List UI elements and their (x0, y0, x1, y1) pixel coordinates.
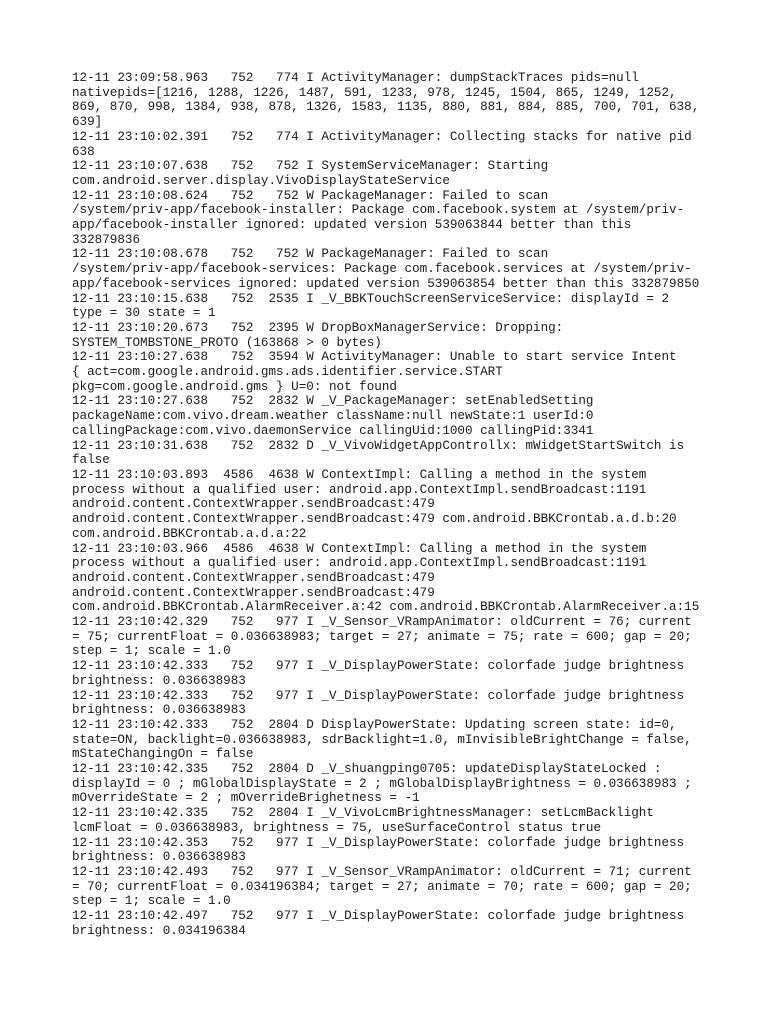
log-line: mOverrideState = 2 ; mOverrideBrighetness = -1 (72, 791, 420, 806)
log-line: com.android.BBKCrontab.AlarmReceiver.a:42 com.android.BBKCrontab.AlarmReceiver.a:15 (72, 600, 700, 615)
log-line: 12-11 23:10:15.638 752 2535 I _V_BBKTouchScreenServiceService: displayId = 2 (72, 291, 670, 306)
log-line: /system/priv-app/facebook-services: Package com.facebook.services at /system/priv- (72, 262, 692, 277)
log-line: { act=com.google.android.gms.ads.identifier.service.START (72, 365, 503, 380)
log-line: process without a qualified user: android.app.ContextImpl.sendBroadcast:1191 (72, 556, 647, 571)
log-line: step = 1; scale = 1.0 (72, 894, 231, 909)
log-line: 638 (72, 144, 95, 159)
log-line: 12-11 23:10:42.333 752 977 I _V_DisplayPowerState: colorfade judge brightness (72, 659, 685, 674)
log-line: process without a qualified user: android.app.ContextImpl.sendBroadcast:1191 (72, 482, 647, 497)
log-line: false (72, 453, 110, 468)
log-line: com.android.BBKCrontab.a.d.a:22 (72, 526, 307, 541)
log-line: state=ON, backlight=0.036638983, sdrBacklight=1.0, mInvisibleBrightChange = false, (72, 732, 692, 747)
log-line: 12-11 23:10:03.966 4586 4638 W ContextImpl: Calling a method in the system (72, 541, 647, 556)
log-line: 869, 870, 998, 1384, 938, 878, 1326, 1583, 1135, 880, 881, 884, 885, 700, 701, 638, (72, 100, 700, 115)
log-line: 12-11 23:10:08.678 752 752 W PackageManager: Failed to scan (72, 247, 549, 262)
log-line: 12-11 23:10:42.353 752 977 I _V_DisplayPowerState: colorfade judge brightness (72, 835, 685, 850)
log-line: 12-11 23:10:42.329 752 977 I _V_Sensor_VRampAnimator: oldCurrent = 76; current (72, 615, 692, 630)
log-line: = 75; currentFloat = 0.036638983; target = 27; animate = 75; rate = 600; gap = 20; (72, 629, 692, 644)
log-line: app/facebook-installer ignored: updated version 539063844 better than this (72, 218, 632, 233)
log-line: android.content.ContextWrapper.sendBroadcast:479 (72, 497, 435, 512)
log-line: 12-11 23:10:02.391 752 774 I ActivityManager: Collecting stacks for native pid (72, 129, 692, 144)
log-line: pkg=com.google.android.gms } U=0: not found (72, 379, 397, 394)
log-line: mStateChangingOn = false (72, 747, 254, 762)
log-line: step = 1; scale = 1.0 (72, 644, 231, 659)
log-line: 12-11 23:10:08.624 752 752 W PackageManager: Failed to scan (72, 188, 549, 203)
document-page (72, 71, 712, 938)
log-line: 12-11 23:10:03.893 4586 4638 W ContextImpl: Calling a method in the system (72, 467, 647, 482)
log-line: = 70; currentFloat = 0.034196384; target = 27; animate = 70; rate = 600; gap = 20; (72, 879, 692, 894)
log-line: /system/priv-app/facebook-installer: Package com.facebook.system at /system/priv- (72, 203, 685, 218)
log-line: 12-11 23:10:42.335 752 2804 I _V_VivoLcmBrightnessManager: setLcmBacklight (72, 806, 654, 821)
log-line: 12-11 23:10:27.638 752 3594 W ActivityManager: Unable to start service Intent (72, 350, 677, 365)
log-line: SYSTEM_TOMBSTONE_PROTO (163868 > 0 bytes) (72, 335, 382, 350)
log-line: lcmFloat = 0.036638983, brightness = 75, useSurfaceControl status true (72, 820, 602, 835)
log-line: callingPackage:com.vivo.daemonService callingUid:1000 callingPid:3341 (72, 423, 594, 438)
log-line: android.content.ContextWrapper.sendBroadcast:479 com.android.BBKCrontab.a.d.b:20 (72, 512, 677, 527)
log-line: brightness: 0.036638983 (72, 673, 246, 688)
log-line: 12-11 23:09:58.963 752 774 I ActivityManager: dumpStackTraces pids=null (72, 71, 639, 85)
log-line: type = 30 state = 1 (72, 306, 216, 321)
log-line: 12-11 23:10:42.497 752 977 I _V_DisplayPowerState: colorfade judge brightness (72, 909, 685, 924)
log-line: 12-11 23:10:42.335 752 2804 D _V_shuangping0705: updateDisplayStateLocked : (72, 762, 662, 777)
log-line: 12-11 23:10:42.333 752 977 I _V_DisplayPowerState: colorfade judge brightness (72, 688, 685, 703)
log-line: 12-11 23:10:20.673 752 2395 W DropBoxManagerService: Dropping: (72, 320, 564, 335)
log-line: 12-11 23:10:42.333 752 2804 D DisplayPowerState: Updating screen state: id=0, (72, 717, 677, 732)
log-line: displayId = 0 ; mGlobalDisplayState = 2 ; mGlobalDisplayBrightness = 0.036638983 ; (72, 776, 692, 791)
log-line: 332879836 (72, 232, 141, 247)
log-line: com.android.server.display.VivoDisplayStateService (72, 173, 450, 188)
log-line: 639] (72, 115, 103, 130)
log-line: app/facebook-services ignored: updated version 539063854 better than this 332879850 (72, 276, 700, 291)
log-line: nativepids=[1216, 1288, 1226, 1487, 591, 1233, 978, 1245, 1504, 865, 1249, 1252, (72, 85, 677, 100)
log-line: packageName:com.vivo.dream.weather className:null newState:1 userId:0 (72, 409, 594, 424)
log-line: 12-11 23:10:42.493 752 977 I _V_Sensor_VRampAnimator: oldCurrent = 71; current (72, 864, 692, 879)
log-line: android.content.ContextWrapper.sendBroadcast:479 (72, 570, 435, 585)
log-line: 12-11 23:10:31.638 752 2832 D _V_VivoWidgetAppControllx: mWidgetStartSwitch is (72, 438, 685, 453)
log-line: android.content.ContextWrapper.sendBroadcast:479 (72, 585, 435, 600)
log-line: 12-11 23:10:27.638 752 2832 W _V_PackageManager: setEnabledSetting (72, 394, 594, 409)
log-line: brightness: 0.036638983 (72, 703, 246, 718)
log-line: brightness: 0.036638983 (72, 850, 246, 865)
log-line: brightness: 0.034196384 (72, 923, 246, 938)
log-text (72, 71, 712, 938)
log-line: 12-11 23:10:07.638 752 752 I SystemServiceManager: Starting (72, 159, 549, 174)
